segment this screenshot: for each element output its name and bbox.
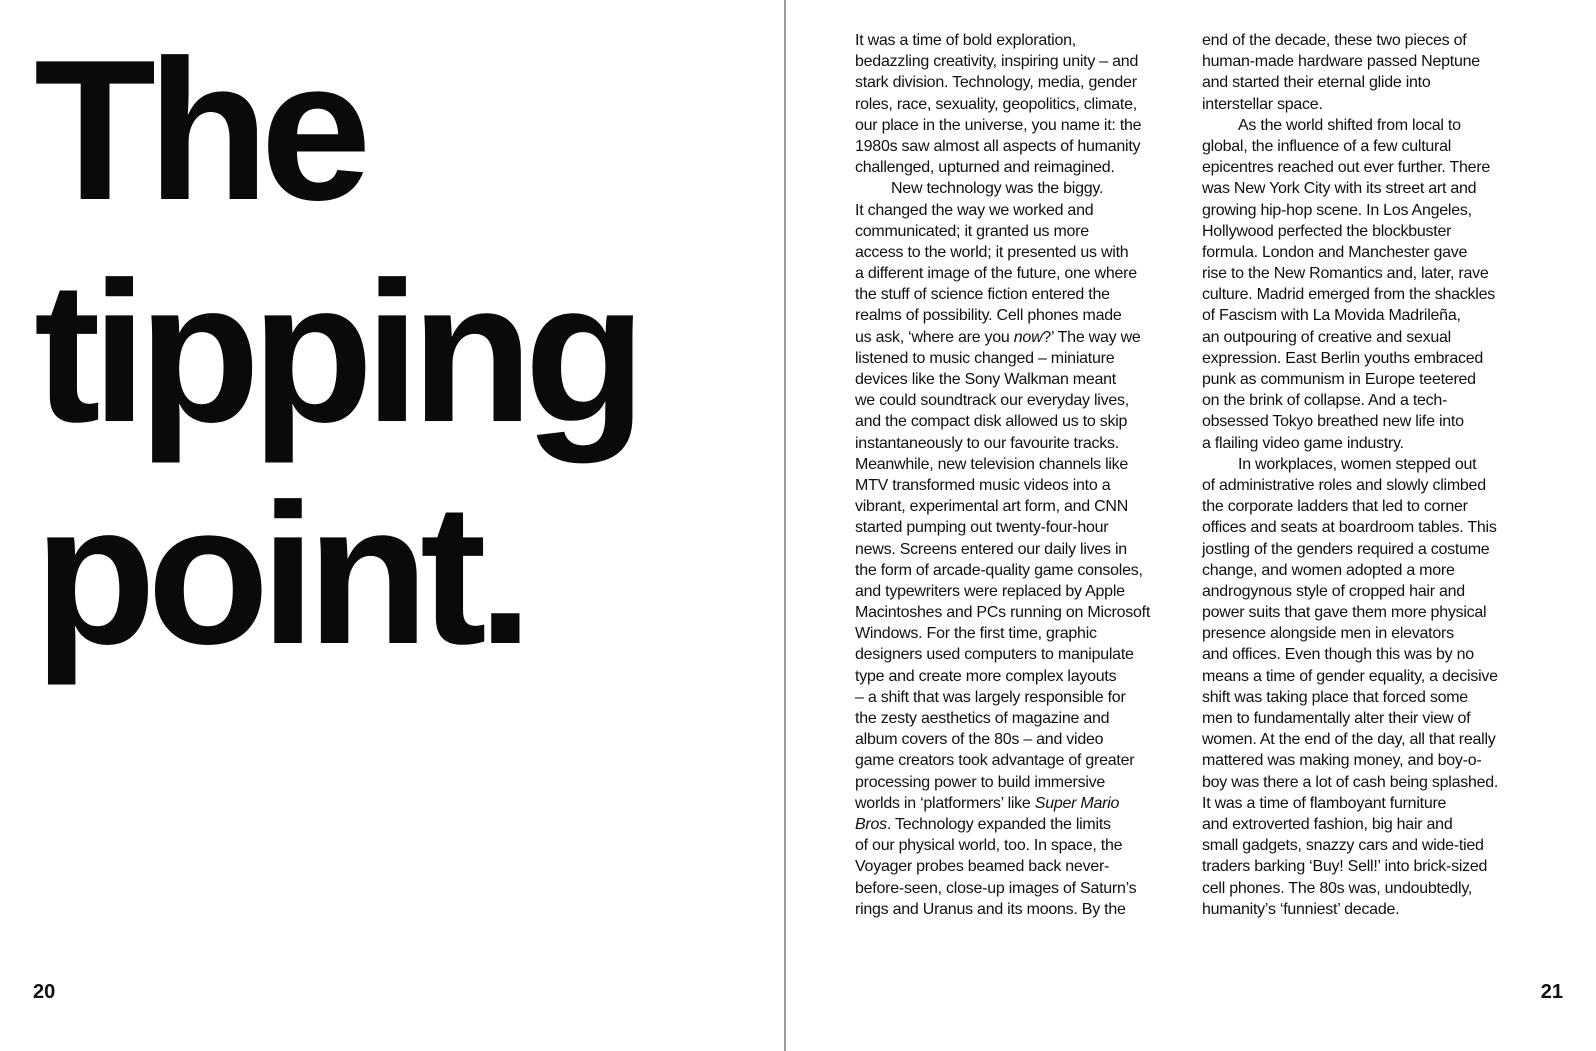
text-line <box>855 327 1150 348</box>
body-column-right <box>1202 30 1498 920</box>
text-line: end of the decade, these two pieces of <box>1202 32 1467 49</box>
text-line: of Fascism with La Movida Madrileña, <box>1202 307 1461 325</box>
text-line: 1980s saw almost all aspects of humanity <box>855 137 1141 155</box>
text-line: started pumping out twenty-four-hour <box>855 519 1109 537</box>
text-line: growing hip-hop scene. In Los Angeles, <box>1202 201 1472 219</box>
text-segment: ?’ The way we <box>1042 328 1141 346</box>
page-number-right: 21 <box>1540 981 1563 1003</box>
text-line: rise to the New Romantics and, later, rave <box>1202 265 1489 283</box>
text-line: a different image of the future, one where <box>855 265 1137 283</box>
text-line: men to fundamentally alter their view of <box>1202 710 1471 727</box>
italic-emphasis: now <box>1013 328 1043 346</box>
text-line: a flailing video game industry. <box>1202 434 1404 452</box>
text-line: boy was there a lot of cash being splashed. <box>1202 773 1499 791</box>
text-line: processing power to build immersive <box>855 773 1106 791</box>
text-line: roles, race, sexuality, geopolitics, climate, <box>855 95 1137 113</box>
text-segment: us ask, ‘where are you <box>855 328 1014 346</box>
text-line: type and create more complex layouts <box>855 667 1117 685</box>
text-line <box>855 793 1150 814</box>
text-line: formula. London and Manchester gave <box>1202 243 1468 261</box>
body-column-left <box>855 30 1150 920</box>
text-line: the corporate ladders that led to corner <box>1202 498 1468 516</box>
text-line: and extroverted fashion, big hair and <box>1202 815 1453 833</box>
text-line: rings and Uranus and its moons. By the <box>855 900 1126 918</box>
text-line: culture. Madrid emerged from the shackles <box>1202 286 1495 304</box>
text-line: our place in the universe, you name it: the <box>855 116 1142 134</box>
text-line: power suits that gave them more physical <box>1202 604 1487 622</box>
text-line: instantaneously to our favourite tracks. <box>855 434 1119 452</box>
text-line: access to the world; it presented us with <box>855 243 1129 261</box>
text-line: listened to music changed – miniature <box>855 349 1115 367</box>
text-line: punk as communism in Europe teetered <box>1202 371 1476 388</box>
text-line: It was a time of flamboyant furniture <box>1202 794 1447 812</box>
text-line: expression. East Berlin youths embraced <box>1202 349 1484 367</box>
spread-gutter-divider <box>784 0 786 1051</box>
text-line: mattered was making money, and boy-o- <box>1202 752 1482 770</box>
text-line: on the brink of collapse. And a tech- <box>1202 392 1448 410</box>
text-line: presence alongside men in elevators <box>1202 625 1454 643</box>
heading-line-3: point. <box>34 463 525 686</box>
text-line: an outpouring of creative and sexual <box>1202 328 1451 346</box>
text-line: Meanwhile, new television channels like <box>855 455 1129 473</box>
text-line: change, and women adopted a more <box>1202 561 1455 579</box>
text-line: before-seen, close-up images of Saturn’s <box>855 879 1137 897</box>
text-line: jostling of the genders required a costume <box>1202 540 1490 558</box>
text-line: designers used computers to manipulate <box>855 646 1134 664</box>
text-line: global, the influence of a few cultural <box>1202 137 1452 155</box>
text-line: offices and seats at boardroom tables. This <box>1202 519 1497 537</box>
text-line: Windows. For the first time, graphic <box>855 625 1097 643</box>
heading-line-1: The <box>34 19 363 242</box>
text-line: and offices. Even though this was by no <box>1202 646 1474 664</box>
text-line: the zesty aesthetics of magazine and <box>855 710 1110 727</box>
text-line: and started their eternal glide into <box>1202 74 1431 92</box>
text-line: MTV transformed music videos into a <box>855 476 1111 494</box>
text-line: and the compact disk allowed us to skip <box>855 413 1128 431</box>
chapter-heading <box>34 20 637 686</box>
text-line: Macintoshes and PCs running on Microsoft <box>855 604 1151 622</box>
text-line: devices like the Sony Walkman meant <box>855 371 1116 388</box>
text-line: traders barking ‘Buy! Sell!’ into brick-sized <box>1202 858 1488 876</box>
text-line: was New York City with its street art and <box>1202 180 1477 198</box>
text-line: human-made hardware passed Neptune <box>1202 53 1480 71</box>
text-line: the form of arcade-quality game consoles, <box>855 561 1143 579</box>
italic-title: Super Mario <box>1034 794 1120 812</box>
text-line: game creators took advantage of greater <box>855 752 1135 770</box>
paragraph-start-line: New technology was the biggy. <box>891 180 1104 198</box>
text-line: bedazzling creativity, inspiring unity – and <box>855 53 1139 71</box>
text-line: the stuff of science fiction entered the <box>855 286 1110 304</box>
text-line: realms of possibility. Cell phones made <box>855 307 1122 325</box>
text-line: challenged, upturned and reimagined. <box>855 159 1115 177</box>
text-line: It was a time of bold exploration, <box>855 32 1076 49</box>
text-line: obsessed Tokyo breathed new life into <box>1202 413 1464 431</box>
text-line: Hollywood perfected the blockbuster <box>1202 222 1452 240</box>
text-line: small gadgets, snazzy cars and wide-tied <box>1202 837 1484 855</box>
text-line: humanity’s ‘funniest’ decade. <box>1202 900 1400 918</box>
text-segment: worlds in ‘platformers’ like <box>855 794 1035 812</box>
paragraph-start-line: In workplaces, women stepped out <box>1238 455 1477 473</box>
text-line: vibrant, experimental art form, and CNN <box>855 498 1129 516</box>
text-line: album covers of the 80s – and video <box>855 731 1104 749</box>
italic-title: Bros <box>855 815 887 833</box>
paragraph-start-line: As the world shifted from local to <box>1238 116 1461 134</box>
text-line: means a time of gender equality, a decisive <box>1202 667 1498 685</box>
text-line: communicated; it granted us more <box>855 222 1089 240</box>
text-line: It changed the way we worked and <box>855 201 1094 219</box>
text-line: cell phones. The 80s was, undoubtedly, <box>1202 879 1473 897</box>
text-segment: . Technology expanded the limits <box>886 815 1111 833</box>
text-line: women. At the end of the day, all that really <box>1202 731 1496 749</box>
text-line: epicentres reached out ever further. There <box>1202 159 1491 177</box>
text-line: and typewriters were replaced by Apple <box>855 582 1125 600</box>
text-line: androgynous style of cropped hair and <box>1202 582 1465 600</box>
text-line: of our physical world, too. In space, the <box>855 837 1123 855</box>
heading-line-2: tipping <box>34 241 638 464</box>
text-line: we could soundtrack our everyday lives, <box>855 392 1129 410</box>
text-line <box>855 814 1150 835</box>
text-line: news. Screens entered our daily lives in <box>855 540 1127 558</box>
text-line: Voyager probes beamed back never- <box>855 858 1110 876</box>
text-line: – a shift that was largely responsible for <box>855 688 1126 706</box>
text-line: shift was taking place that forced some <box>1202 688 1468 706</box>
text-line: interstellar space. <box>1202 95 1323 113</box>
text-line: of administrative roles and slowly climbed <box>1202 476 1486 494</box>
text-line: stark division. Technology, media, gender <box>855 74 1137 92</box>
page-number-left: 20 <box>33 981 56 1003</box>
